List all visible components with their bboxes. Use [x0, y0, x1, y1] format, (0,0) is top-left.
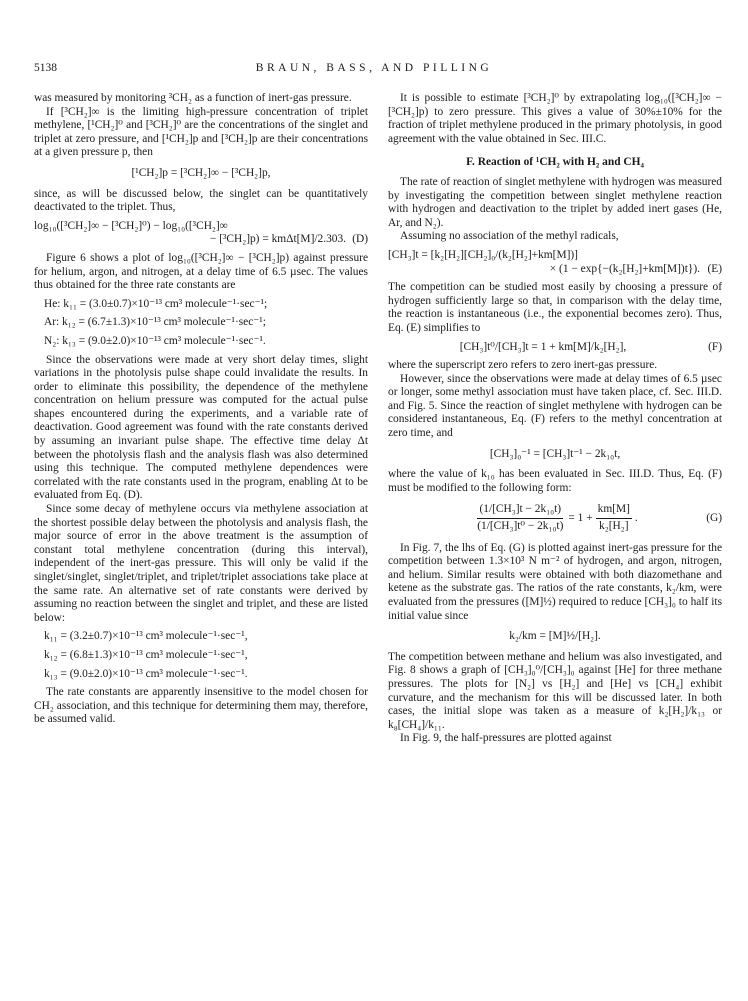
equation-d	[34, 220, 368, 247]
left-column	[34, 92, 368, 727]
numerator: km[M]	[596, 503, 632, 519]
equation-line: − [³CH₂]p) = kmΔt[M]/2.303.	[209, 233, 346, 246]
page-number: 5138	[34, 62, 57, 74]
fraction	[596, 503, 632, 533]
page-header	[34, 62, 714, 78]
paragraph: where the superscript zero refers to zero inert-gas pressure.	[388, 359, 658, 372]
equation-g	[388, 503, 722, 533]
paragraph: Assuming no association of the methyl radicals,	[400, 230, 619, 243]
paragraph: The competition can be studied most easily by choosing a pressure of hydrogen sufficiently large so that, in comparison with the delay time, the reaction is instantaneous (i.e., the exponential becomes zero). Thus, Eq. (E) simplifies to	[388, 281, 722, 334]
paragraph: The rate of reaction of singlet methylene with hydrogen was measured by investigating the competition between singlet methylene reaction with hydrogen and deactivation to the triplet by added inert gases (He, Ar, and N₂).	[388, 175, 722, 229]
equation-part: .	[634, 511, 638, 524]
section-title: F. Reaction of ¹CH₂ with H₂ and CH₄	[466, 156, 644, 169]
equation-tag: (D)	[352, 233, 368, 246]
paragraph: was measured by monitoring ³CH₂ as a function of inert-gas pressure.	[34, 92, 352, 104]
paragraph: It is possible to estimate [³CH₂]⁰ by extrapolating log₁₀([³CH₂]∞ − [³CH₂]p) to zero pressure. This gives a value of 30%±10% for the fraction of triplet methylene produced in the primary photolysis, in good agreement with the value obtained in Sec. III.C.	[388, 92, 722, 145]
paragraph: Figure 6 shows a plot of log₁₀([³CH₂]∞ − [³CH₂]p) against pressure for helium, argon, and nitrogen, at a delay time of 6.5 µsec. The values thus obtained for the three rate constants are	[34, 251, 368, 292]
denominator: (1/[CH₃]t⁰ − 2k₁₀t)	[477, 520, 564, 533]
denominator: k₂[H₂]	[599, 520, 629, 533]
paragraph: In Fig. 9, the half-pressures are plotted against	[400, 732, 612, 745]
equation-part: = 1 +	[568, 511, 593, 524]
rate-constant: He: k₁₁ = (3.0±0.7)×10⁻¹³ cm³ molecule⁻¹·sec⁻¹;	[44, 297, 268, 310]
right-column	[388, 92, 722, 746]
paragraph: However, since the observations were made at delay times of 6.5 µsec or longer, some methyl association must have taken place, cf. Sec. III.D. and Fig. 5. Since the reaction of singlet methylene with hydrogen can be considered instantaneous, Eq. (F) refers to the methyl concentration at zero time, and	[388, 372, 722, 440]
paragraph: Since some decay of methylene occurs via methylene association at the shortest possible delay between the photolysis and analysis flash, the major source of error in the above treatment is the assumption of constant total methylene concentration (during this interval), independent of the inert-gas pressure. This will only be valid if the singlet/singlet, singlet/triplet, and triplet/triplet associations take place at the same rate. An alternative set of rate constants were derived by assuming no reaction between the singlet and triplet, and these are listed below:	[34, 503, 368, 624]
running-head: BRAUN, BASS, AND PILLING	[255, 62, 493, 74]
equation-tag: (G)	[706, 511, 722, 524]
paragraph: The rate constants are apparently insensitive to the model chosen for CH₂ association, and this technique for determining them may, therefore, be assumed valid.	[34, 686, 368, 726]
equation-e	[388, 249, 722, 276]
rate-constant: k₁₁ = (3.2±0.7)×10⁻¹³ cm³ molecule⁻¹·sec⁻¹,	[44, 630, 248, 643]
rate-constant: k₁₂ = (6.8±1.3)×10⁻¹³ cm³ molecule⁻¹·sec⁻¹,	[44, 648, 248, 661]
equation-f	[388, 341, 722, 355]
equation-line: × (1 − exp{−(k₂[H₂]+km[M])t}).	[549, 262, 700, 275]
fraction	[475, 503, 565, 533]
equation-line: [CH₃]t = [k₂[H₂][CH₂]₀/(k₂[H₂]+km[M])]	[388, 248, 578, 261]
rate-constant: Ar: k₁₂ = (6.7±1.3)×10⁻¹³ cm³ molecule⁻¹·sec⁻¹;	[44, 316, 266, 329]
equation-line: [CH₃]t⁰/[CH₃]t = 1 + km[M]/k₂[H₂],	[459, 340, 627, 353]
equation-line: log₁₀([³CH₂]∞ − [³CH₂]⁰) − log₁₀([³CH₂]∞	[34, 219, 228, 232]
paragraph: since, as will be discussed below, the singlet can be quantitatively deactivated to the triplet. Thus,	[34, 187, 368, 214]
rate-constant: N₂: k₁₃ = (9.0±2.0)×10⁻¹³ cm³ molecule⁻¹·sec⁻¹.	[44, 334, 266, 347]
paragraph: Since the observations were made at very short delay times, slight variations in the photolysis pulse shape could invalidate the results. In order to eliminate this possibility, the dependence of the methylene concentration on helium pressure was computed for the actual pulse shapes encountered during the experiments, and a variable rate of deactivation. Good agreement was found with the rate constants derived by assuming an invariant pulse shape. The effective time delay Δt between the photolysis flash and the analysis flash was also determined using this technique. The computed methylene dependences were correlated with the rate constants used in the program, enabling Δt to be evaluated from Eq. (D).	[34, 353, 368, 502]
numerator: (1/[CH₃]t − 2k₁₀t)	[477, 503, 563, 519]
equation-tag: (E)	[707, 262, 722, 275]
paragraph: where the value of k₁₀ has been evaluated in Sec. III.D. Thus, Eq. (F) must be modified to the following form:	[388, 468, 722, 494]
paragraph: In Fig. 7, the lhs of Eq. (G) is plotted against inert-gas pressure for the competition between 1.3×10³ N m⁻² of hydrogen, and argon, nitrogen, and helium. Similar results were obtained with both diazomethane and ketene as the substrate gas. The ratios of the rate constants, k₂/km, were evaluated from the pressures ([M]½) required to reduce [CH₃]₀ to half its initial value since	[388, 541, 722, 622]
rate-constant: k₁₃ = (9.0±2.0)×10⁻¹³ cm³ molecule⁻¹·sec⁻¹.	[44, 667, 248, 680]
paragraph: The competition between methane and helium was also investigated, and Fig. 8 shows a graph of [CH₃]₀⁰/[CH₃]₀ against [He] for three methane pressures. The plots for [N₂] vs [H₂] and [He] vs [CH₄] exhibit curvature, and the mechanism for this will be discussed later. In both cases, the initial slope was taken as a measure of k₂[H₂]/k₁₃ or k₈[CH₄]/k₁₁.	[388, 650, 722, 731]
equation: [CH₃]₀⁻¹ = [CH₃]t⁻¹ − 2k₁₀t,	[489, 447, 621, 460]
paragraph: If [³CH₂]∞ is the limiting high-pressure concentration of triplet methylene, [¹CH₂]⁰ and [³CH₂]⁰ are the concentrations of the singlet and triplet at zero pressure, and [¹CH₂]p and [³CH₂]p are their concentrations at a given pressure p, then	[34, 105, 368, 159]
equation: [¹CH₂]p = [³CH₂]∞ − [³CH₂]p,	[131, 166, 271, 179]
equation-tag: (F)	[708, 340, 722, 353]
equation: k₂/km = [M]½/[H₂].	[509, 630, 601, 643]
